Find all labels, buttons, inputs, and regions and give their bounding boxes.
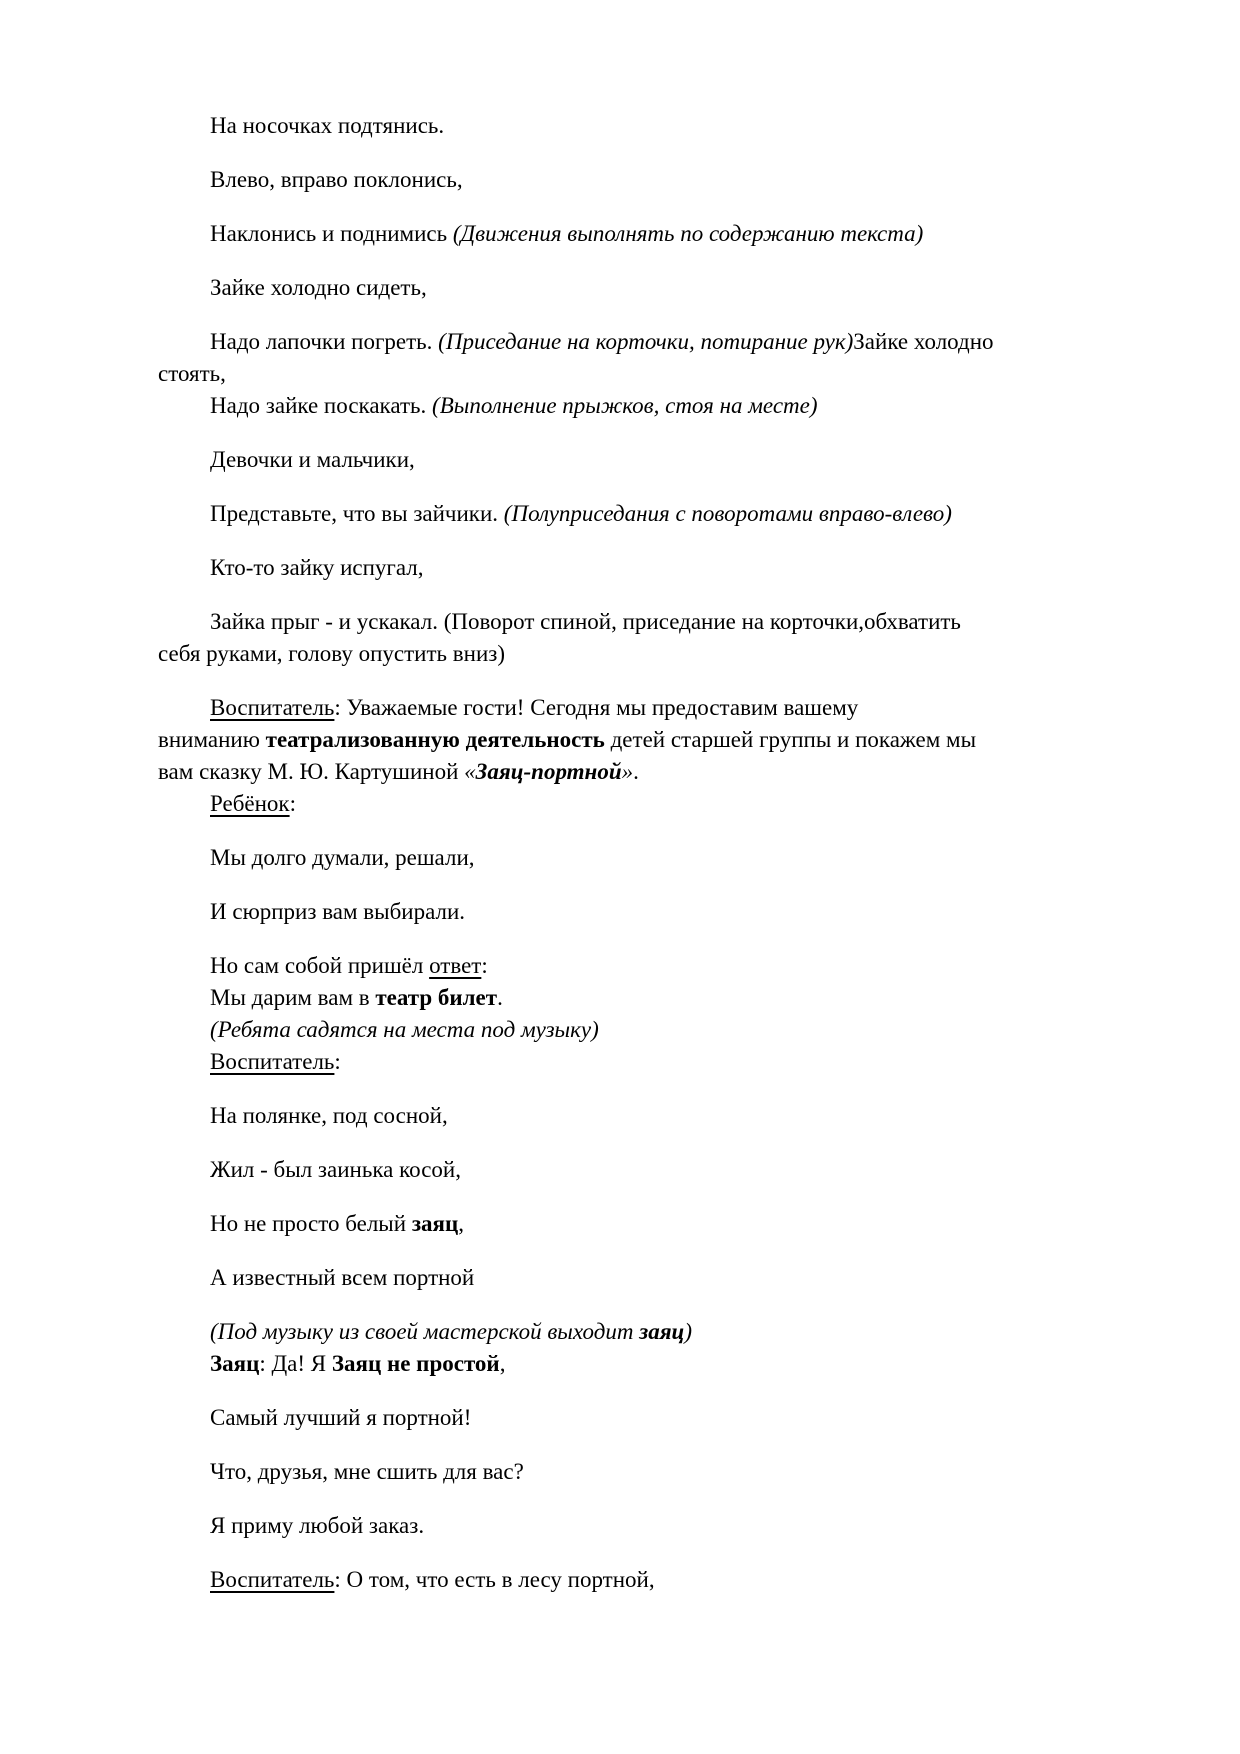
paragraph xyxy=(158,110,1128,142)
paragraph xyxy=(158,692,1128,788)
text-run: « xyxy=(464,759,476,784)
paragraph xyxy=(158,326,1128,390)
text-run: вам сказку М. Ю. Картушиной xyxy=(158,759,465,784)
text-run: Влево, вправо поклонись, xyxy=(210,167,463,192)
text-run: , xyxy=(499,1351,506,1376)
text-run: : Уважаемые гости! Сегодня мы предоставим вашему xyxy=(334,695,859,720)
text-run: Ребёнок xyxy=(210,791,290,816)
text-run: Зайке холодно xyxy=(853,329,994,354)
paragraph xyxy=(158,950,1128,982)
text-run: ) xyxy=(684,1319,693,1344)
paragraph xyxy=(158,788,1128,820)
paragraph xyxy=(158,1510,1128,1542)
text-run: Представьте, что вы зайчики. xyxy=(210,501,504,526)
text-run: театрализованную деятельность xyxy=(265,727,605,752)
paragraph xyxy=(158,1564,1128,1596)
text-run: И сюрприз вам выбирали. xyxy=(210,899,466,924)
text-run: (Движения выполнять по содержанию текста) xyxy=(452,221,924,246)
text-run: Кто-то зайку испугал, xyxy=(210,555,424,580)
text-run: (Приседание на корточки, потирание рук) xyxy=(438,329,854,354)
text-run: Воспитатель xyxy=(210,1049,335,1074)
text-run: Я приму любой заказ. xyxy=(210,1513,425,1538)
paragraph xyxy=(158,1348,1128,1380)
text-run: (Полуприседания с поворотами вправо-влево) xyxy=(503,501,952,526)
paragraph xyxy=(158,1208,1128,1240)
paragraph xyxy=(158,1154,1128,1186)
paragraph xyxy=(158,1100,1128,1132)
paragraph xyxy=(158,272,1128,304)
text-run: А известный всем портной xyxy=(210,1265,475,1290)
text-run: Жил - был заинька косой, xyxy=(210,1157,461,1182)
paragraph xyxy=(158,498,1128,530)
paragraph xyxy=(158,606,1128,670)
text-run: (Выполнение прыжков, стоя на месте) xyxy=(432,393,818,418)
text-run: : xyxy=(334,1049,341,1074)
text-run: Заяц xyxy=(210,1351,260,1376)
paragraph xyxy=(158,218,1128,250)
paragraph xyxy=(158,1456,1128,1488)
paragraph xyxy=(158,982,1128,1014)
paragraph xyxy=(158,896,1128,928)
text-run: Наклонись и поднимись xyxy=(210,221,453,246)
text-run: : xyxy=(481,953,488,978)
text-run: детей старшей группы и покажем мы xyxy=(604,727,977,752)
paragraph xyxy=(158,1014,1128,1046)
text-run: Заяц-портной xyxy=(475,759,622,784)
text-run: Девочки и мальчики, xyxy=(210,447,415,472)
text-run: : О том, что есть в лесу портной, xyxy=(334,1567,655,1592)
text-run: , xyxy=(458,1211,465,1236)
text-run: Воспитатель xyxy=(210,695,335,720)
text-run: . xyxy=(497,985,503,1010)
text-run: На носочках подтянись. xyxy=(210,113,445,138)
paragraph xyxy=(158,1316,1128,1348)
text-run: : Да! Я xyxy=(259,1351,332,1376)
text-run: Что, друзья, мне сшить для вас? xyxy=(210,1459,524,1484)
text-run: Мы дарим вам в xyxy=(210,985,376,1010)
text-run: Надо зайке поскакать. xyxy=(210,393,433,418)
text-run: театр билет xyxy=(375,985,498,1010)
text-run: себя руками, голову опустить вниз) xyxy=(158,641,505,666)
text-run: Зайке холодно сидеть, xyxy=(210,275,427,300)
text-run: Самый лучший я портной! xyxy=(210,1405,472,1430)
text-run: вниманию xyxy=(158,727,266,752)
paragraph xyxy=(158,552,1128,584)
paragraph xyxy=(158,390,1128,422)
text-run: стоять, xyxy=(158,361,226,386)
text-run: Но не просто белый xyxy=(210,1211,412,1236)
paragraph xyxy=(158,1402,1128,1434)
paragraph xyxy=(158,444,1128,476)
document-body xyxy=(158,110,1128,1596)
paragraph xyxy=(158,1262,1128,1294)
paragraph xyxy=(158,1046,1128,1078)
text-run: Зайка прыг - и ускакал. (Поворот спиной, приседание на корточки,обхватить xyxy=(210,609,961,634)
paragraph xyxy=(158,164,1128,196)
text-run: » xyxy=(621,759,634,784)
text-run: заяц xyxy=(639,1319,685,1344)
text-run: ответ xyxy=(429,953,482,978)
text-run: Заяц не простой xyxy=(331,1351,500,1376)
text-run: (Под музыку из своей мастерской выходит xyxy=(210,1319,640,1344)
text-run: : xyxy=(289,791,296,816)
text-run: Надо лапочки погреть. xyxy=(210,329,439,354)
text-run: (Ребята садятся на места под музыку) xyxy=(210,1017,599,1042)
text-run: Мы долго думали, решали, xyxy=(210,845,475,870)
paragraph xyxy=(158,842,1128,874)
text-run: Воспитатель xyxy=(210,1567,335,1592)
text-run: заяц xyxy=(411,1211,459,1236)
text-run: На полянке, под сосной, xyxy=(210,1103,448,1128)
text-run: . xyxy=(633,759,639,784)
text-run: Но сам собой пришёл xyxy=(210,953,430,978)
